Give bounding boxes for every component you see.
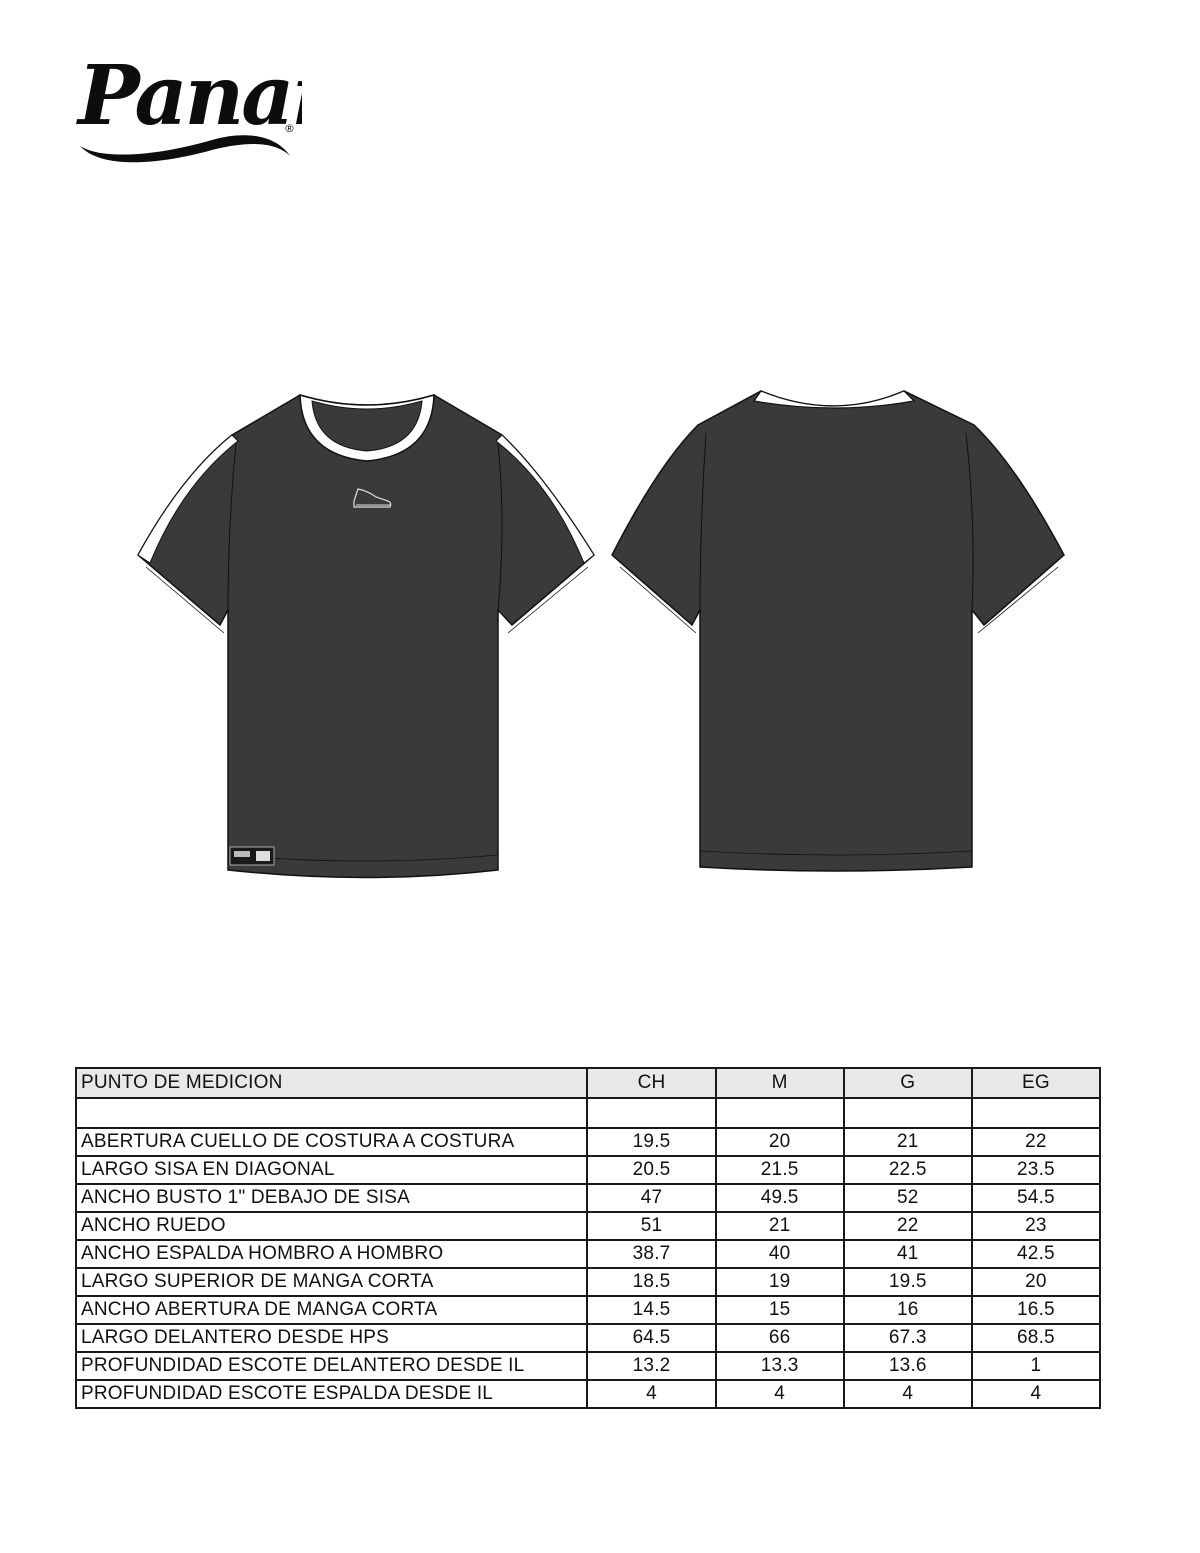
table-cell (76, 1098, 587, 1128)
table-row (76, 1184, 1100, 1212)
measurement-value: 64.5 (587, 1324, 715, 1352)
table-row (76, 1268, 1100, 1296)
measurement-value: 13.3 (716, 1352, 844, 1380)
measurement-value: 51 (587, 1212, 715, 1240)
measurement-value: 22 (972, 1128, 1100, 1156)
measurement-value: 4 (716, 1380, 844, 1408)
measurement-value: 1 (972, 1352, 1100, 1380)
header-size-g: G (844, 1068, 972, 1098)
measurement-value: 13.6 (844, 1352, 972, 1380)
measurement-point-label: LARGO SISA EN DIAGONAL (76, 1156, 587, 1184)
measurement-value: 38.7 (587, 1240, 715, 1268)
measurement-value: 16.5 (972, 1296, 1100, 1324)
measurement-value: 23.5 (972, 1156, 1100, 1184)
measurement-value: 40 (716, 1240, 844, 1268)
measurement-value: 20 (972, 1268, 1100, 1296)
measurement-point-label: ABERTURA CUELLO DE COSTURA A COSTURA (76, 1128, 587, 1156)
measurement-value: 68.5 (972, 1324, 1100, 1352)
measurement-value: 19 (716, 1268, 844, 1296)
measurement-point-label: ANCHO ESPALDA HOMBRO A HOMBRO (76, 1240, 587, 1268)
measurement-point-label: ANCHO ABERTURA DE MANGA CORTA (76, 1296, 587, 1324)
measurement-value: 4 (587, 1380, 715, 1408)
measurement-value: 67.3 (844, 1324, 972, 1352)
measurement-value: 20 (716, 1128, 844, 1156)
table-row (76, 1296, 1100, 1324)
measurement-value: 15 (716, 1296, 844, 1324)
measurement-point-label: LARGO SUPERIOR DE MANGA CORTA (76, 1268, 587, 1296)
table-row (76, 1156, 1100, 1184)
brand-label-icon (230, 847, 274, 865)
table-row (76, 1128, 1100, 1156)
table-cell (972, 1098, 1100, 1128)
measurement-value: 19.5 (844, 1268, 972, 1296)
measurement-value: 14.5 (587, 1296, 715, 1324)
header-size-ch: CH (587, 1068, 715, 1098)
header-size-m: M (716, 1068, 844, 1098)
brand-logo (62, 28, 302, 168)
header-point-label: PUNTO DE MEDICION (76, 1068, 587, 1098)
table-cell (716, 1098, 844, 1128)
table-row (76, 1380, 1100, 1408)
table-spacer-row (76, 1098, 1100, 1128)
tshirt-front-view (132, 385, 602, 895)
measurement-value: 18.5 (587, 1268, 715, 1296)
svg-text:Panam: Pana (78, 48, 292, 144)
measurement-value: 19.5 (587, 1128, 715, 1156)
measurement-point-label: ANCHO RUEDO (76, 1212, 587, 1240)
table-row (76, 1324, 1100, 1352)
table-row (76, 1212, 1100, 1240)
measurement-point-label: PROFUNDIDAD ESCOTE ESPALDA DESDE IL (76, 1380, 587, 1408)
table-row (76, 1352, 1100, 1380)
measurement-value: 21 (716, 1212, 844, 1240)
measurement-value: 66 (716, 1324, 844, 1352)
measurement-value: 54.5 (972, 1184, 1100, 1212)
measurement-value: 13.2 (587, 1352, 715, 1380)
measurement-value: 16 (844, 1296, 972, 1324)
table-cell (844, 1098, 972, 1128)
tshirt-back-view (606, 385, 1071, 885)
measurement-value: 21 (844, 1128, 972, 1156)
svg-text:®: ® (284, 122, 295, 135)
measurement-value: 4 (972, 1380, 1100, 1408)
measurement-point-label: PROFUNDIDAD ESCOTE DELANTERO DESDE IL (76, 1352, 587, 1380)
measurement-value: 22.5 (844, 1156, 972, 1184)
measurement-value: 4 (844, 1380, 972, 1408)
table-header-row (76, 1068, 1100, 1098)
measurement-value: 42.5 (972, 1240, 1100, 1268)
measurement-value: 21.5 (716, 1156, 844, 1184)
measurement-value: 49.5 (716, 1184, 844, 1212)
table-row (76, 1240, 1100, 1268)
measurement-value: 47 (587, 1184, 715, 1212)
header-size-eg: EG (972, 1068, 1100, 1098)
measurement-point-label: ANCHO BUSTO 1" DEBAJO DE SISA (76, 1184, 587, 1212)
measurement-value: 52 (844, 1184, 972, 1212)
measurement-value: 22 (844, 1212, 972, 1240)
measurement-point-label: LARGO DELANTERO DESDE HPS (76, 1324, 587, 1352)
measurement-value: 23 (972, 1212, 1100, 1240)
measurement-value: 41 (844, 1240, 972, 1268)
measurement-value: 20.5 (587, 1156, 715, 1184)
measurement-table (75, 1067, 1101, 1409)
table-cell (587, 1098, 715, 1128)
